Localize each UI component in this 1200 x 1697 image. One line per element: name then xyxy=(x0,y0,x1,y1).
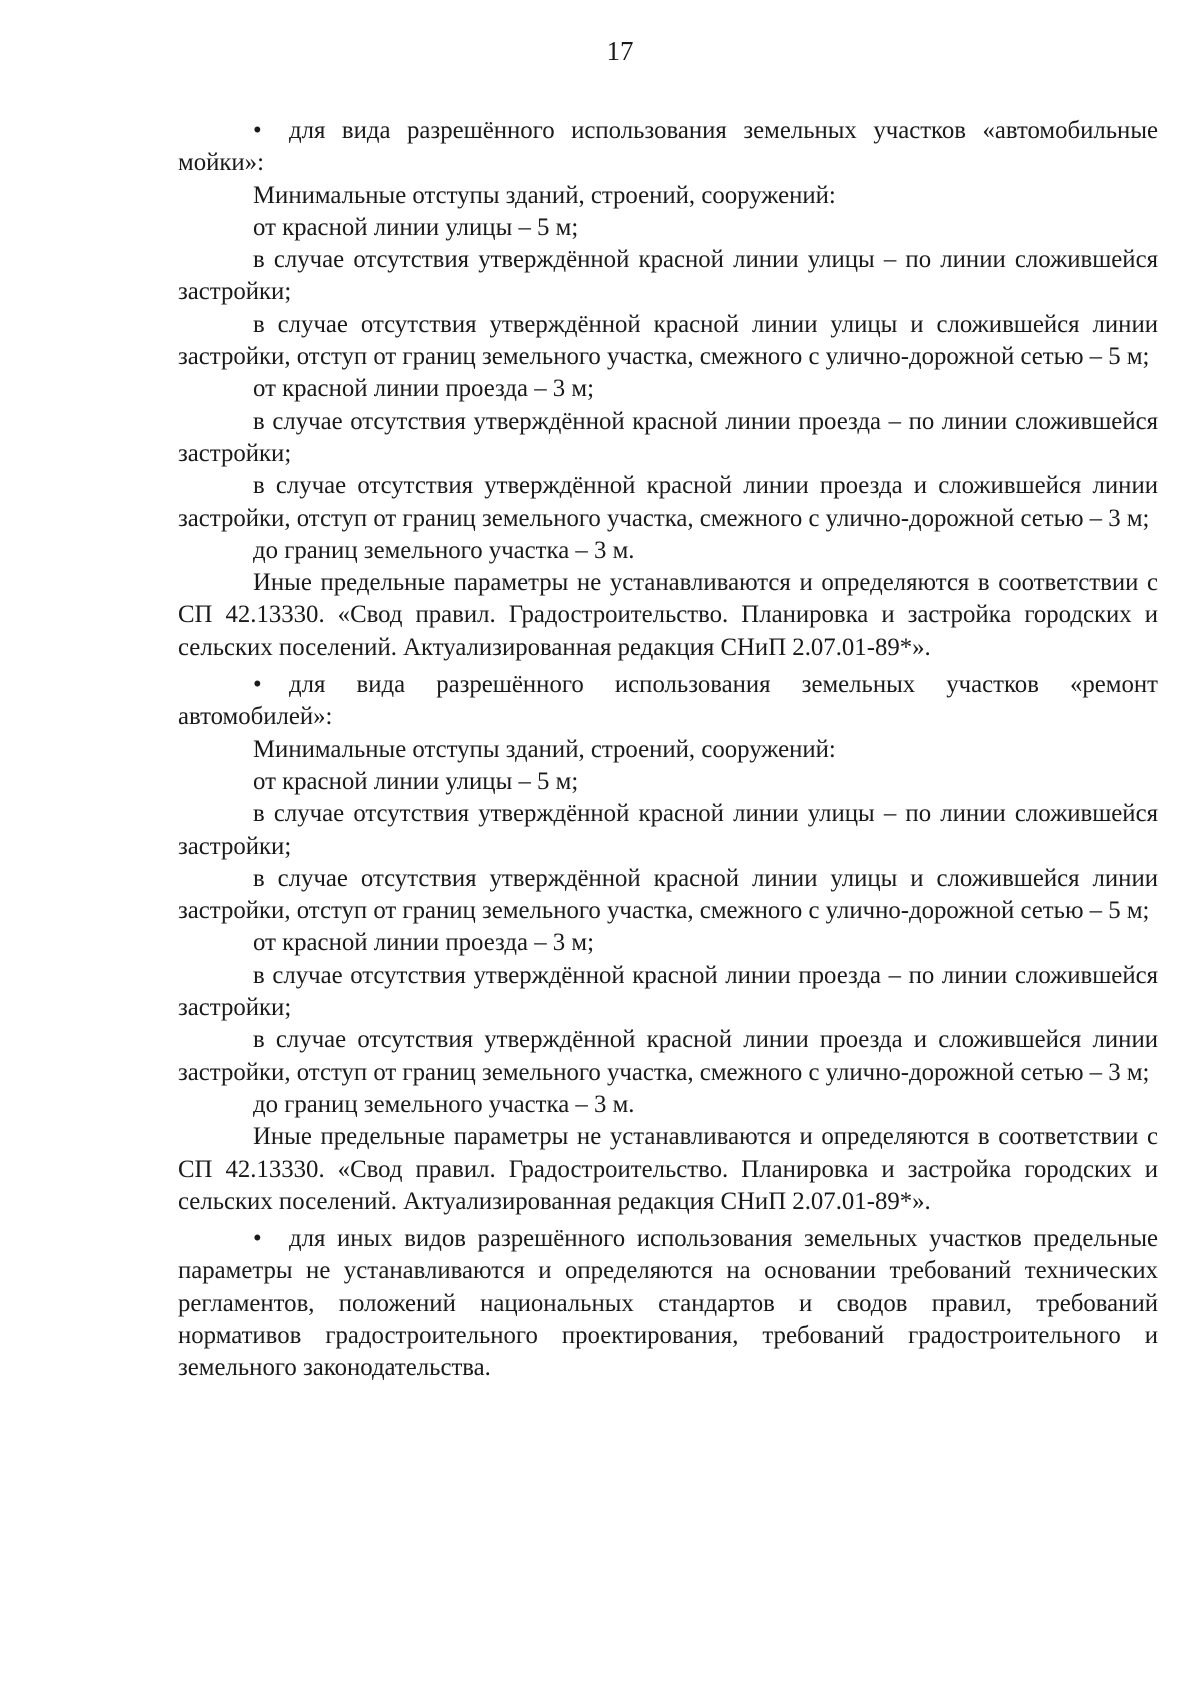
section-heading: • для вида разрешённого использования земельных участков «автомобильные мойки»: xyxy=(178,117,1158,177)
paragraph: в случае отсутствия утверждённой красной линии проезда и сложившейся линии застройки, отступ от границ земельного участка, смежного с улично-дорожной сетью – 3 м; xyxy=(178,472,1158,532)
paragraph: до границ земельного участка – 3 м. xyxy=(253,536,635,564)
paragraph: от красной линии улицы – 5 м; xyxy=(253,213,579,241)
paragraph: от красной линии проезда – 3 м; xyxy=(253,929,594,957)
bullet-icon: • xyxy=(253,117,262,144)
paragraph: в случае отсутствия утверждённой красной линии проезда – по линии сложившейся застройки; xyxy=(178,407,1158,467)
bullet-icon: • xyxy=(253,1225,262,1253)
bullet-icon: • xyxy=(253,671,262,699)
page-number: 17 xyxy=(606,36,634,66)
paragraph: в случае отсутствия утверждённой красной линии проезда и сложившейся линии застройки, отступ от границ земельного участка, смежного с улично-дорожной сетью – 3 м; xyxy=(178,1026,1158,1086)
paragraph: от красной линии улицы – 5 м; xyxy=(253,767,579,795)
paragraph: от красной линии проезда – 3 м; xyxy=(253,375,594,403)
paragraph: в случае отсутствия утверждённой красной линии улицы и сложившейся линии застройки, отступ от границ земельного участка, смежного с улично-дорожной сетью – 5 м; xyxy=(178,310,1158,371)
paragraph: в случае отсутствия утверждённой красной линии улицы и сложившейся линии застройки, отступ от границ земельного участка, смежного с улично-дорожной сетью – 5 м; xyxy=(178,864,1158,925)
document-body xyxy=(178,115,1158,1385)
paragraph: Минимальные отступы зданий, строений, сооружений: xyxy=(253,735,836,763)
section-heading: • для вида разрешённого использования земельных участков «ремонт автомобилей»: xyxy=(178,671,1158,731)
paragraph: в случае отсутствия утверждённой красной линии улицы – по линии сложившейся застройки; xyxy=(178,246,1158,306)
paragraph: в случае отсутствия утверждённой красной линии улицы – по линии сложившейся застройки; xyxy=(178,800,1158,860)
paragraph: Минимальные отступы зданий, строений, сооружений: xyxy=(253,181,836,209)
paragraph: до границ земельного участка – 3 м. xyxy=(253,1090,635,1118)
section-heading: • для иных видов разрешённого использования земельных участков предельные параметры не устанавливаются и определяются на основании требований технических регламентов, положений национальных стандартов и сводов правил, требований нормативов градостроительного проектирования, требований градостроительного и земельного законодательства. xyxy=(178,1225,1158,1382)
paragraph: в случае отсутствия утверждённой красной линии проезда – по линии сложившейся застройки; xyxy=(178,961,1158,1022)
paragraph: Иные предельные параметры не устанавливаются и определяются в соответствии с СП 42.13330. «Свод правил. Градостроительство. Планировка и застройка городских и сельских поселений. Актуализированная редакция СНиП 2.07.01-89*». xyxy=(178,569,1158,661)
paragraph: Иные предельные параметры не устанавливаются и определяются в соответствии с СП 42.13330. «Свод правил. Градостроительство. Планировка и застройка городских и сельских поселений. Актуализированная редакция СНиП 2.07.01-89*». xyxy=(178,1123,1158,1215)
